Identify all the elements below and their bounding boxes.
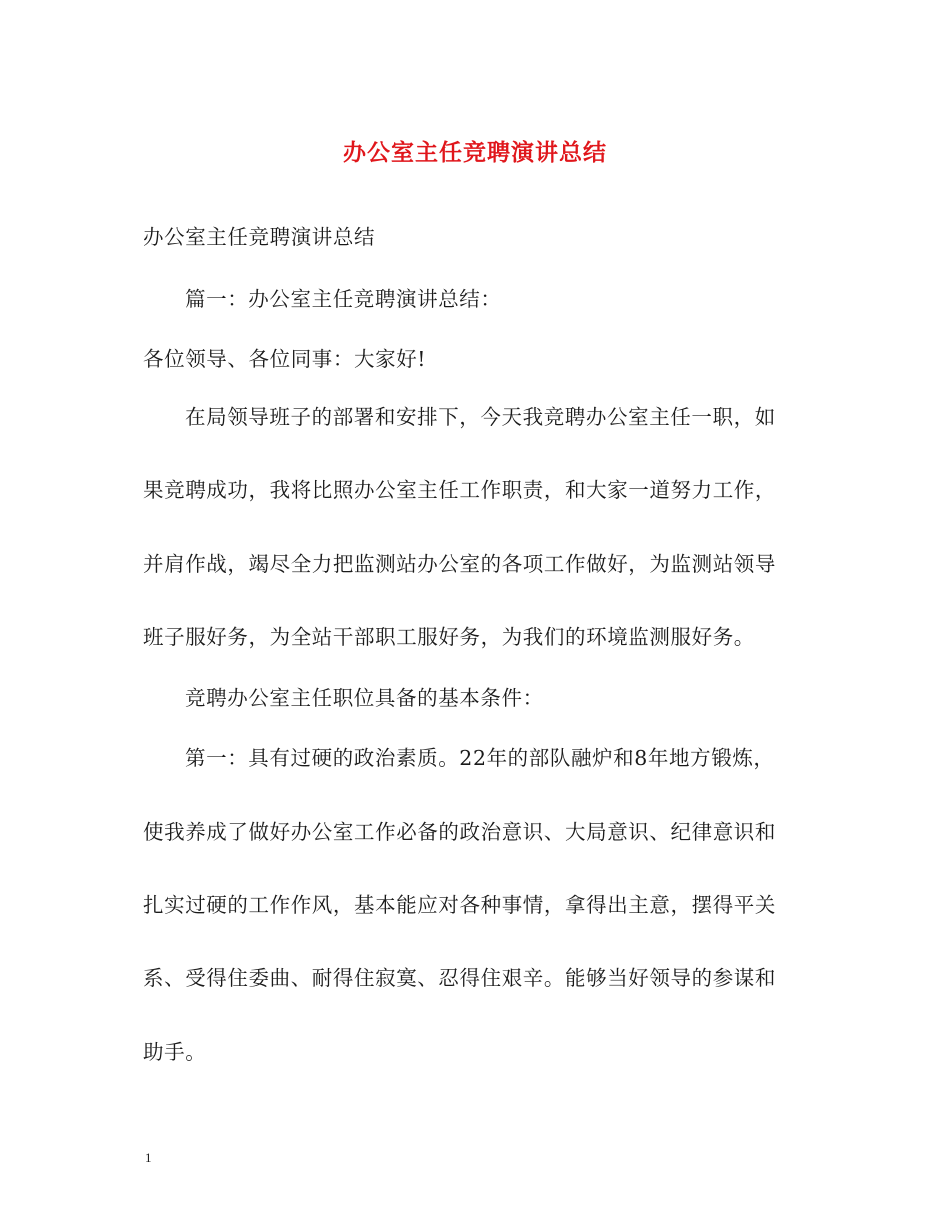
paragraph-line: 使我养成了做好办公室工作必备的政治意识、大局意识、纪律意识和 (143, 820, 776, 844)
subtitle-line: 办公室主任竞聘演讲总结 (143, 225, 376, 249)
paragraph-line: 班子服好务，为全站干部职工服好务，为我们的环境监测服好务。 (143, 625, 755, 649)
paragraph-line: 并肩作战，竭尽全力把监测站办公室的各项工作做好，为监测站领导 (143, 552, 776, 576)
paragraph-line: 果竞聘成功，我将比照办公室主任工作职责，和大家一道努力工作， (143, 478, 776, 502)
page-number: 1 (145, 1150, 152, 1165)
greeting-line: 各位领导、各位同事：大家好! (143, 347, 427, 371)
paragraph-line: 竞聘办公室主任职位具备的基本条件： (185, 686, 544, 710)
section-heading: 篇一：办公室主任竞聘演讲总结： (185, 287, 502, 311)
document-title: 办公室主任竞聘演讲总结 (343, 139, 607, 166)
paragraph-line: 扎实过硬的工作作风，基本能应对各种事情，拿得出主意，摆得平关 (143, 893, 776, 917)
paragraph-line: 在局领导班子的部署和安排下，今天我竞聘办公室主任一职，如 (185, 405, 776, 429)
paragraph-line: 第一：具有过硬的政治素质。22年的部队融炉和8年地方锻炼， (185, 746, 775, 770)
paragraph-line: 助手。 (143, 1040, 207, 1064)
paragraph-line: 系、受得住委曲、耐得住寂寞、忍得住艰辛。能够当好领导的参谋和 (143, 966, 776, 990)
